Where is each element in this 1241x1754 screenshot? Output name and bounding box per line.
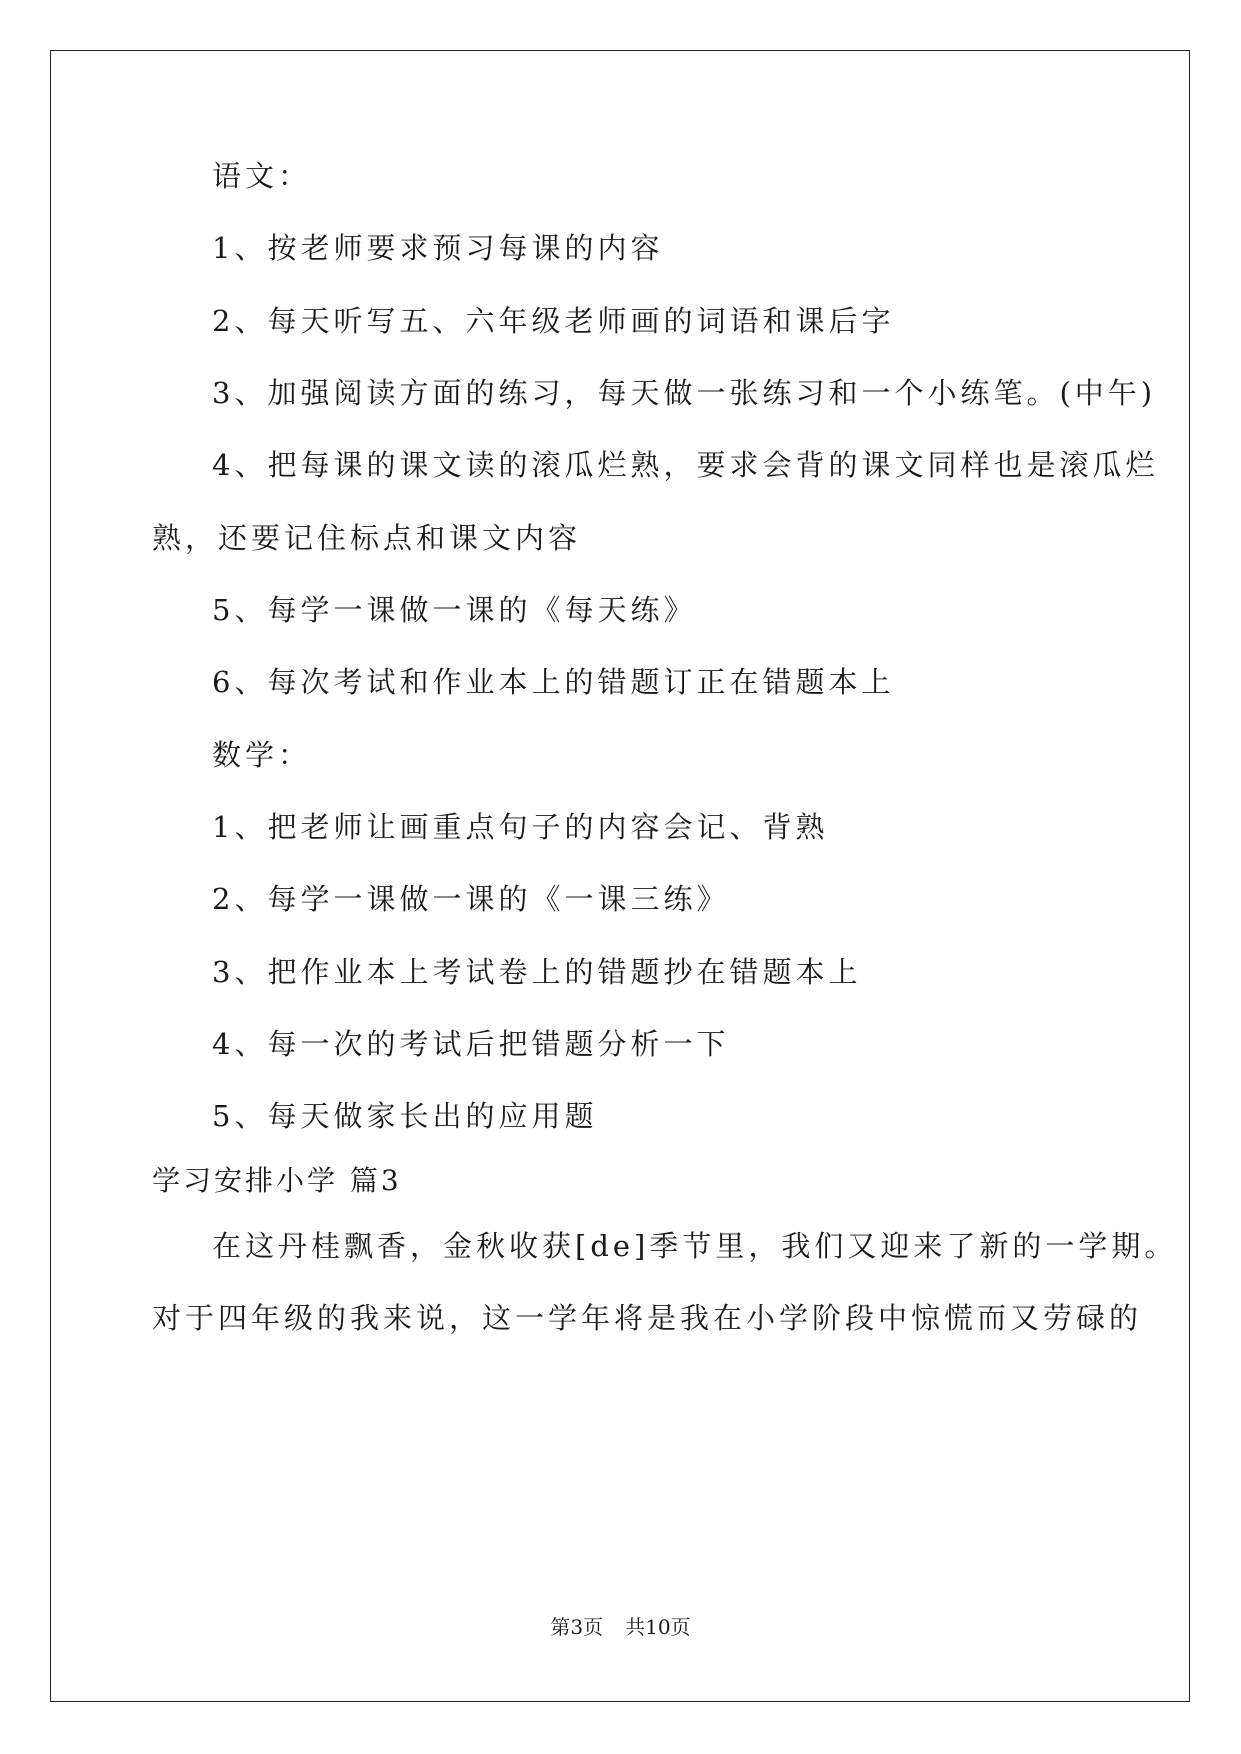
section-heading: 学习安排小学 篇3 [152, 1164, 402, 1197]
page-border [50, 50, 1190, 1702]
list-item-continuation: 熟，还要记住标点和课文内容 [152, 521, 582, 555]
list-item: 5、每天做家长出的应用题 [212, 1099, 598, 1133]
list-item: 5、每学一课做一课的《每天练》 [212, 593, 697, 627]
page-number: 第3页 [550, 1615, 604, 1639]
list-item: 3、把作业本上考试卷上的错题抄在错题本上 [212, 955, 862, 989]
paragraph-line: 在这丹桂飘香，金秋收获[de]季节里，我们又迎来了新的一学期。 [212, 1229, 1178, 1263]
section-title-chinese: 语文： [212, 159, 312, 193]
list-item: 4、每一次的考试后把错题分析一下 [212, 1027, 730, 1061]
list-item: 6、每次考试和作业本上的错题订正在错题本上 [212, 665, 895, 699]
list-item: 4、把每课的课文读的滚瓜烂熟，要求会背的课文同样也是滚瓜烂 [212, 448, 1159, 482]
page-total: 共10页 [625, 1615, 691, 1639]
list-item: 2、每学一课做一课的《一课三练》 [212, 882, 730, 916]
paragraph-line: 对于四年级的我来说，这一学年将是我在小学阶段中惊慌而又劳碌的 [152, 1301, 1143, 1335]
list-item: 2、每天听写五、六年级老师画的词语和课后字 [212, 304, 895, 338]
list-item: 1、按老师要求预习每课的内容 [212, 231, 664, 265]
page-footer [0, 1613, 1241, 1641]
section-title-math: 数学： [212, 738, 312, 772]
list-item: 1、把老师让画重点句子的内容会记、背熟 [212, 810, 829, 844]
list-item: 3、加强阅读方面的练习，每天做一张练习和一个小练笔。(中午) [212, 376, 1157, 410]
